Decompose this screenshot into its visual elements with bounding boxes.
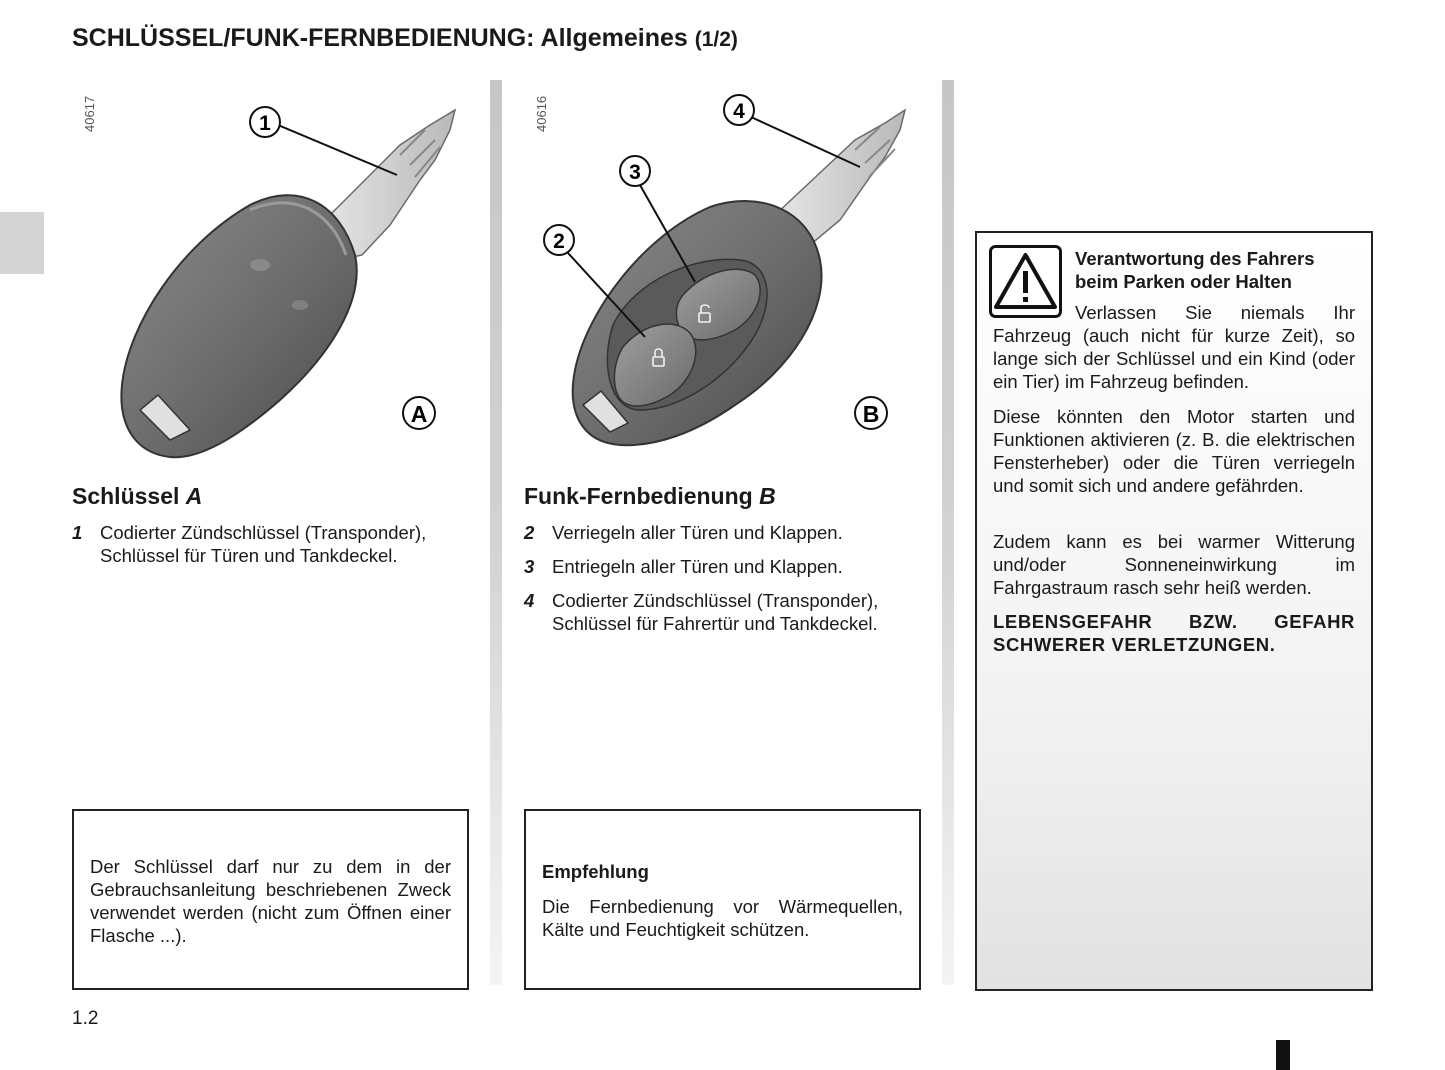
figure-a-label: A: [410, 401, 428, 427]
list-item-text: Codierter Zündschlüssel (Transponder), Schlüssel für Türen und Tankdeckel.: [100, 522, 427, 566]
page-number: 1.2: [72, 1008, 99, 1029]
key-head: [121, 195, 356, 457]
warning-paragraph-1: Verlassen Sie niemals Ihr Fahrzeug (auch nicht für kurze Zeit), so lange sich der Schlüssel und ein Kind (oder ein Tier) im Fahrzeug befinden.: [993, 302, 1355, 392]
section-b-note-box: [524, 809, 921, 990]
section-a-heading: Schlüssel A: [72, 483, 203, 509]
section-b-note-title: Empfehlung: [542, 861, 649, 882]
warning-paragraph-2: Diese könnten den Motor starten und Funktionen aktivieren (z. B. die elektrischen Fensterheber) oder die Türen verriegeln und somit sich und andere gefährden.: [993, 406, 1355, 496]
page-title-suffix: (1/2): [694, 28, 738, 51]
section-b-heading-letter: B: [759, 483, 776, 509]
column-divider-right: [942, 80, 954, 985]
callout-2-label: 2: [553, 230, 565, 253]
page-edge-marker: [1276, 1040, 1290, 1070]
warning-box: [975, 231, 1373, 991]
callout-1: [250, 107, 397, 175]
list-item-number: 1: [72, 522, 83, 543]
callout-4-label: 4: [733, 100, 745, 123]
figure-b-code: 40616: [534, 95, 549, 132]
figure-b-letter: [855, 397, 887, 429]
remote-head: [573, 201, 822, 445]
list-item: [524, 589, 924, 635]
warning-danger-text: LEBENSGEFAHR BZW. GEFAHR SCHWERER VERLETZUNGEN.: [993, 611, 1355, 655]
section-b-heading: Funk-Fernbedienung B: [524, 483, 776, 509]
list-item: [72, 521, 472, 567]
warning-paragraph-3: Zudem kann es bei warmer Witterung und/oder Sonneneinwirkung im Fahrgastraum rasch sehr heiß werden.: [993, 531, 1355, 598]
figure-b-label: B: [862, 401, 880, 427]
list-item: [524, 521, 924, 544]
chapter-tab: [0, 212, 44, 274]
list-item-number: 3: [524, 556, 535, 577]
callout-3-label: 3: [629, 161, 641, 184]
list-item-text: Entriegeln aller Türen und Klappen.: [552, 556, 843, 577]
callout-1-label: 1: [259, 112, 271, 135]
section-a-note-text: Der Schlüssel darf nur zu dem in der Gebrauchsanleitung beschriebenen Zweck verwendet werden (nicht zum Öffnen einer Flasche ...).: [90, 856, 451, 946]
list-item-number: 4: [524, 590, 535, 611]
list-item-text: Verriegeln aller Türen und Klappen.: [552, 522, 843, 543]
section-a-list: [72, 521, 472, 578]
figure-a-letter: [403, 397, 435, 429]
column-divider-left: [490, 80, 502, 985]
figure-a-key-illustration: [100, 85, 485, 475]
figure-b-remote-illustration: [535, 85, 935, 475]
page-title: SCHLÜSSEL/FUNK-FERNBEDIENUNG: Allgemeines (1/2): [72, 24, 738, 52]
figure-a-code: 40617: [82, 95, 97, 132]
section-b-note-text: Die Fernbedienung vor Wärmequellen, Kälte und Feuchtigkeit schützen.: [542, 896, 903, 940]
section-b-list: [524, 521, 924, 646]
list-item-number: 2: [524, 522, 535, 543]
list-item-text: Codierter Zündschlüssel (Transponder), Schlüssel für Fahrertür und Tankdeckel.: [552, 590, 879, 634]
section-a-heading-letter: A: [185, 483, 203, 509]
section-a-note-box: [72, 809, 469, 990]
warning-title: Verantwortung des Fahrers beim Parken oder Halten: [1075, 248, 1315, 292]
list-item: [524, 555, 924, 578]
